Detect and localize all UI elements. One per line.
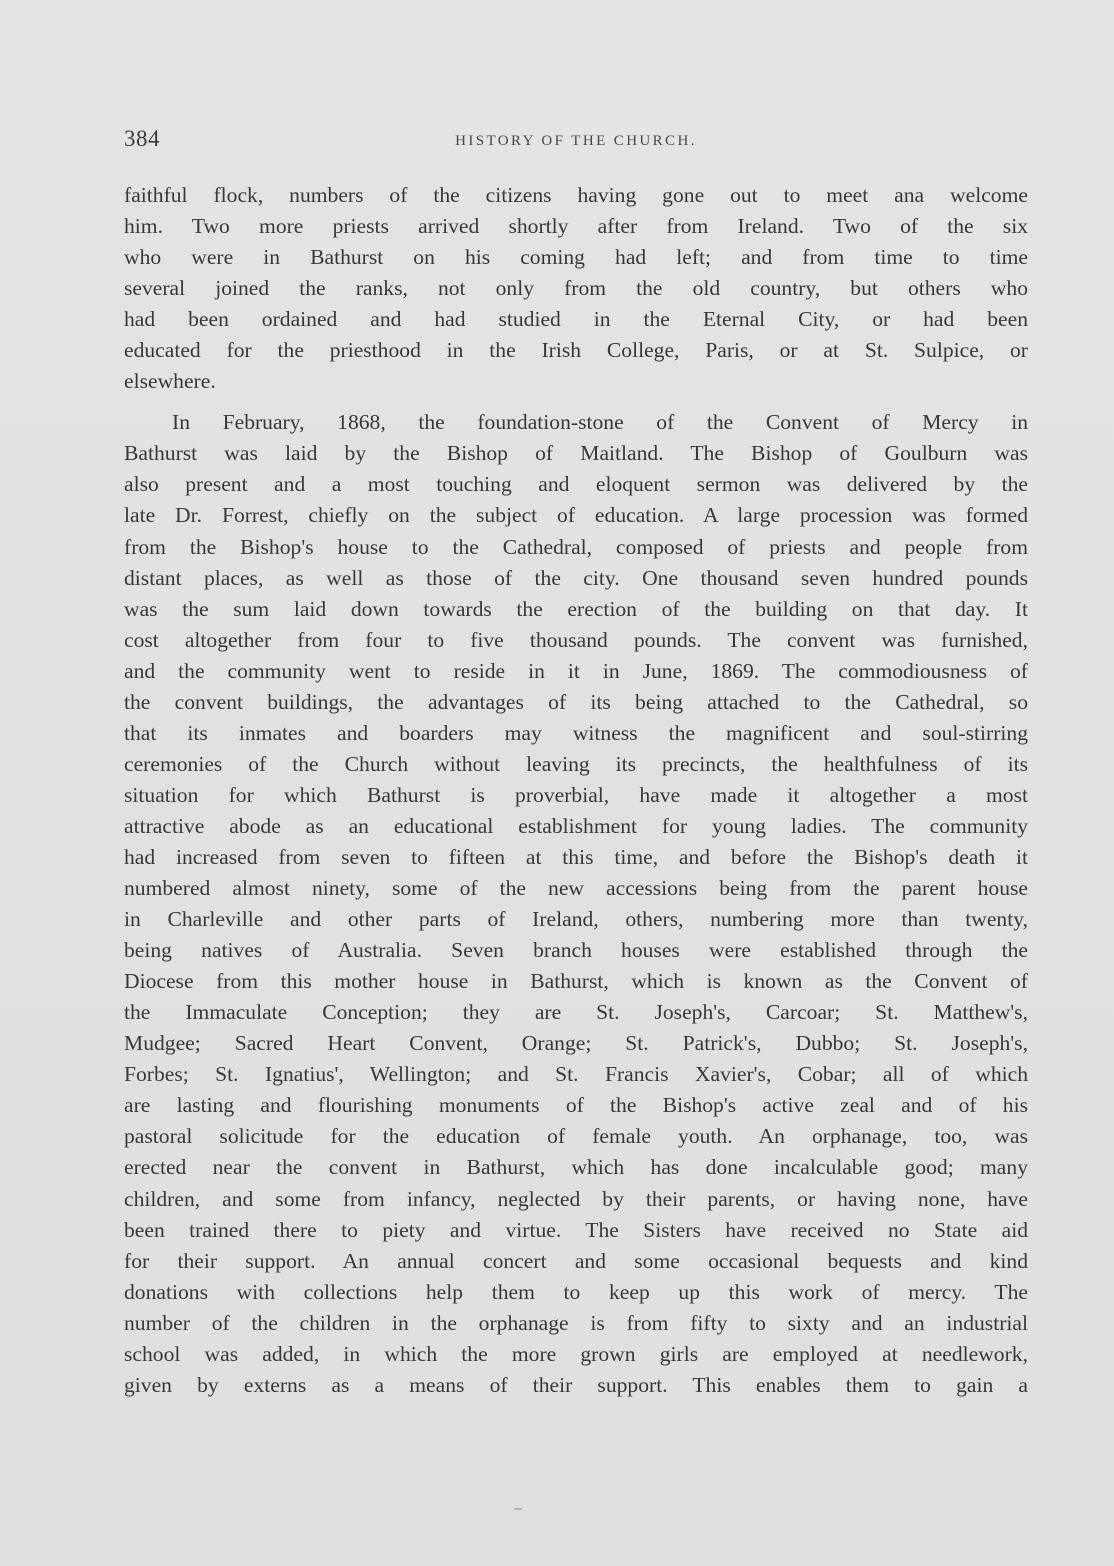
text-line: who were in Bathurst on his coming had left; and from time to time xyxy=(124,245,1028,270)
text-line: distant places, as well as those of the city. One thousand seven hundred pounds xyxy=(124,565,1028,590)
text-line: educated for the priesthood in the Irish College, Paris, or at St. Sulpice, or xyxy=(124,338,1028,363)
text-line: that its inmates and boarders may witness the magnificent and soul-stirring xyxy=(124,720,1028,745)
text-line: been trained there to piety and virtue. The Sisters have received no State aid xyxy=(124,1217,1028,1242)
text-line: him. Two more priests arrived shortly after from Ireland. Two of the six xyxy=(124,214,1028,239)
text-line: Mudgee; Sacred Heart Convent, Orange; St. Patrick's, Dubbo; St. Joseph's, xyxy=(124,1031,1028,1056)
text-line: are lasting and flourishing monuments of the Bishop's active zeal and of his xyxy=(124,1093,1028,1118)
paragraph-1 xyxy=(124,180,1028,397)
text-line: the convent buildings, the advantages of its being attached to the Cathedral, so xyxy=(124,689,1028,714)
body-text xyxy=(124,180,1028,1401)
text-line: late Dr. Forrest, chiefly on the subject of education. A large procession was formed xyxy=(124,503,1028,528)
text-line: situation for which Bathurst is proverbial, have made it altogether a most xyxy=(124,782,1028,807)
text-line: faithful flock, numbers of the citizens having gone out to meet ana welcome xyxy=(124,183,1028,207)
text-line: in Charleville and other parts of Ireland, others, numbering more than twenty, xyxy=(124,907,1028,932)
text-line: erected near the convent in Bathurst, which has done incalculable good; many xyxy=(124,1155,1028,1180)
text-line: children, and some from infancy, neglected by their parents, or having none, have xyxy=(124,1186,1028,1211)
paragraph-spacer xyxy=(124,397,1028,407)
text-line: In February, 1868, the foundation-stone of the Convent of Mercy in xyxy=(172,410,1028,435)
text-line: attractive abode as an educational establishment for young ladies. The community xyxy=(124,813,1028,838)
text-line: donations with collections help them to keep up this work of mercy. The xyxy=(124,1279,1028,1304)
running-head: HISTORY OF THE CHURCH. xyxy=(455,133,697,149)
text-line: cost altogether from four to five thousand pounds. The convent was furnished, xyxy=(124,627,1028,652)
text-line: several joined the ranks, not only from the old country, but others who xyxy=(124,276,1028,301)
page-number: 384 xyxy=(124,126,160,151)
page-smudge-mark xyxy=(514,1508,522,1510)
text-line: had been ordained and had studied in the Eternal City, or had been xyxy=(124,307,1028,332)
text-line: ceremonies of the Church without leaving its precincts, the healthfulness of its xyxy=(124,751,1028,776)
text-line: elsewhere. xyxy=(124,369,216,394)
text-line: the Immaculate Conception; they are St. Joseph's, Carcoar; St. Matthew's, xyxy=(124,1000,1028,1025)
text-line: also present and a most touching and eloquent sermon was delivered by the xyxy=(124,472,1028,497)
text-line: was the sum laid down towards the erection of the building on that day. It xyxy=(124,596,1028,621)
text-line: numbered almost ninety, some of the new accessions being from the parent house xyxy=(124,876,1028,901)
text-line: Bathurst was laid by the Bishop of Maitland. The Bishop of Goulburn was xyxy=(124,441,1028,466)
paragraph-2 xyxy=(124,407,1028,1401)
text-line: Forbes; St. Ignatius', Wellington; and St. Francis Xavier's, Cobar; all of which xyxy=(124,1062,1028,1087)
text-line: Diocese from this mother house in Bathurst, which is known as the Convent of xyxy=(124,969,1028,994)
text-line: from the Bishop's house to the Cathedral, composed of priests and people from xyxy=(124,534,1028,559)
text-line: school was added, in which the more grown girls are employed at needlework, xyxy=(124,1341,1028,1366)
text-line: being natives of Australia. Seven branch houses were established through the xyxy=(124,938,1028,963)
text-line: number of the children in the orphanage is from fifty to sixty and an industrial xyxy=(124,1310,1028,1335)
text-line: for their support. An annual concert and some occasional bequests and kind xyxy=(124,1248,1028,1273)
text-line: had increased from seven to fifteen at this time, and before the Bishop's death it xyxy=(124,844,1028,869)
text-line: given by externs as a means of their support. This enables them to gain a xyxy=(124,1372,1028,1397)
page-header xyxy=(124,126,1028,160)
text-line: and the community went to reside in it in June, 1869. The commodiousness of xyxy=(124,658,1028,683)
text-line: pastoral solicitude for the education of female youth. An orphanage, too, was xyxy=(124,1124,1028,1149)
